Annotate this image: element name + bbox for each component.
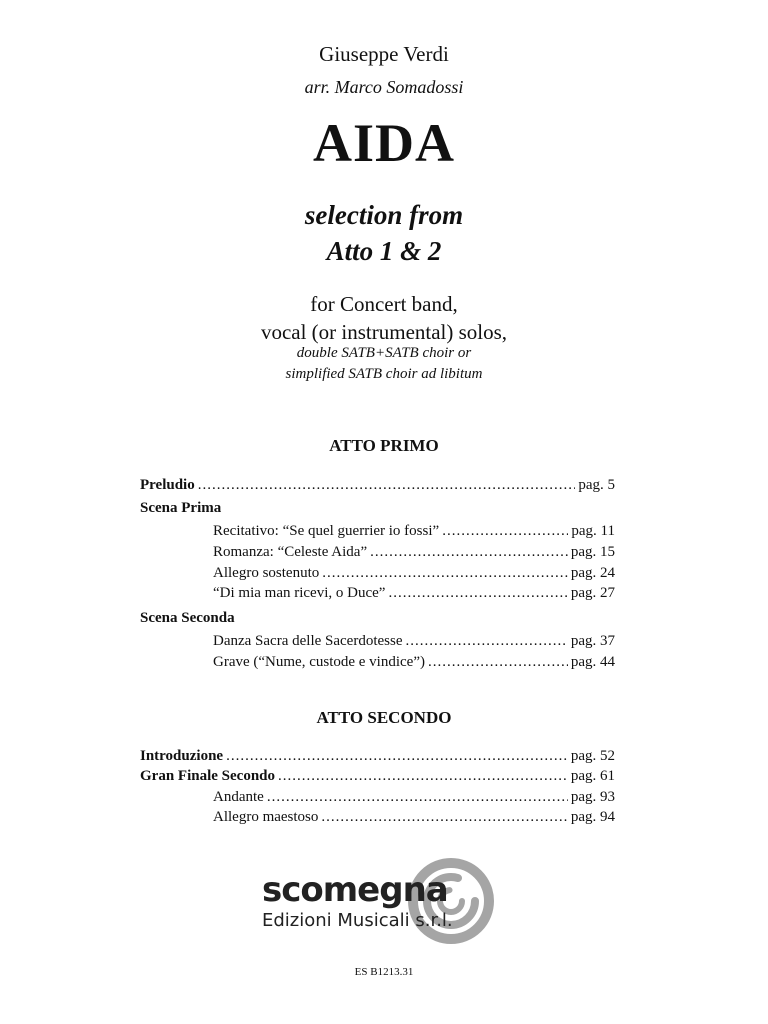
toc-entry: [140, 631, 615, 651]
toc-entry-label: Danza Sacra delle Sacerdotesse: [213, 633, 403, 649]
toc-entry: [140, 787, 615, 807]
toc-entry-page: pag. 24: [570, 565, 615, 581]
composer-name: Giuseppe Verdi: [319, 42, 449, 66]
toc-entry-page: pag. 15: [570, 544, 615, 560]
toc-entry-page: pag. 5: [578, 477, 615, 493]
toc-entry: [140, 766, 615, 786]
toc-entry: [140, 746, 615, 766]
toc-entry-label: “Di mia man ricevi, o Duce”: [213, 585, 386, 601]
subtitle-line-1: selection from: [304, 200, 464, 230]
toc-entry-page: pag. 11: [571, 523, 615, 539]
scene-heading: Scena Seconda: [140, 610, 235, 626]
instrumentation-line-2: vocal (or instrumental) solos,: [260, 320, 508, 344]
publisher-name: scomegna: [262, 870, 448, 910]
toc-entry-label: Preludio: [140, 477, 195, 493]
toc-entry-label: Gran Finale Secondo: [140, 768, 276, 784]
toc-entry-label: Allegro maestoso: [213, 809, 319, 825]
work-title: AIDA: [312, 113, 455, 173]
toc-entry: [140, 521, 615, 541]
toc-entry-label: Grave (“Nume, custode e vindice”): [213, 654, 425, 670]
toc-entry-label: Andante: [213, 789, 264, 805]
toc-entry-page: pag. 44: [570, 654, 615, 670]
toc-entry-page: pag. 37: [570, 633, 615, 649]
toc-entry: [140, 583, 615, 603]
toc-entry: [140, 475, 615, 495]
toc-entry-page: pag. 61: [570, 768, 615, 784]
toc-entry-label: Introduzione: [140, 748, 224, 764]
toc-entry: [140, 563, 615, 583]
toc-entry-label: Romanza: “Celeste Aida”: [213, 544, 368, 560]
toc-entry: [140, 807, 615, 827]
arranger-name: arr. Marco Somadossi: [304, 77, 464, 97]
toc-entry-page: pag. 93: [570, 789, 615, 805]
toc-entry-page: pag. 52: [570, 748, 615, 764]
instrumentation-line-3: double SATB+SATB choir or: [296, 345, 472, 361]
act-heading-primo: ATTO PRIMO: [329, 436, 439, 455]
toc-entry: [140, 652, 615, 672]
act-heading-secondo: ATTO SECONDO: [316, 708, 452, 727]
instrumentation-line-4: simplified SATB choir ad libitum: [285, 366, 483, 382]
catalog-number: ES B1213.31: [354, 966, 414, 978]
toc-entry-page: pag. 27: [570, 585, 615, 601]
publisher-subtitle: Edizioni Musicali s.r.l.: [262, 910, 453, 931]
toc-entry-page: pag. 94: [570, 809, 615, 825]
toc-entry-label: Recitativo: “Se quel guerrier io fossi”: [213, 523, 440, 539]
toc-entry-label: Allegro sostenuto: [213, 565, 320, 581]
subtitle-line-2: Atto 1 & 2: [326, 236, 442, 266]
scene-heading: Scena Prima: [140, 500, 222, 516]
instrumentation-line-1: for Concert band,: [310, 292, 458, 316]
toc-entry: [140, 542, 615, 562]
